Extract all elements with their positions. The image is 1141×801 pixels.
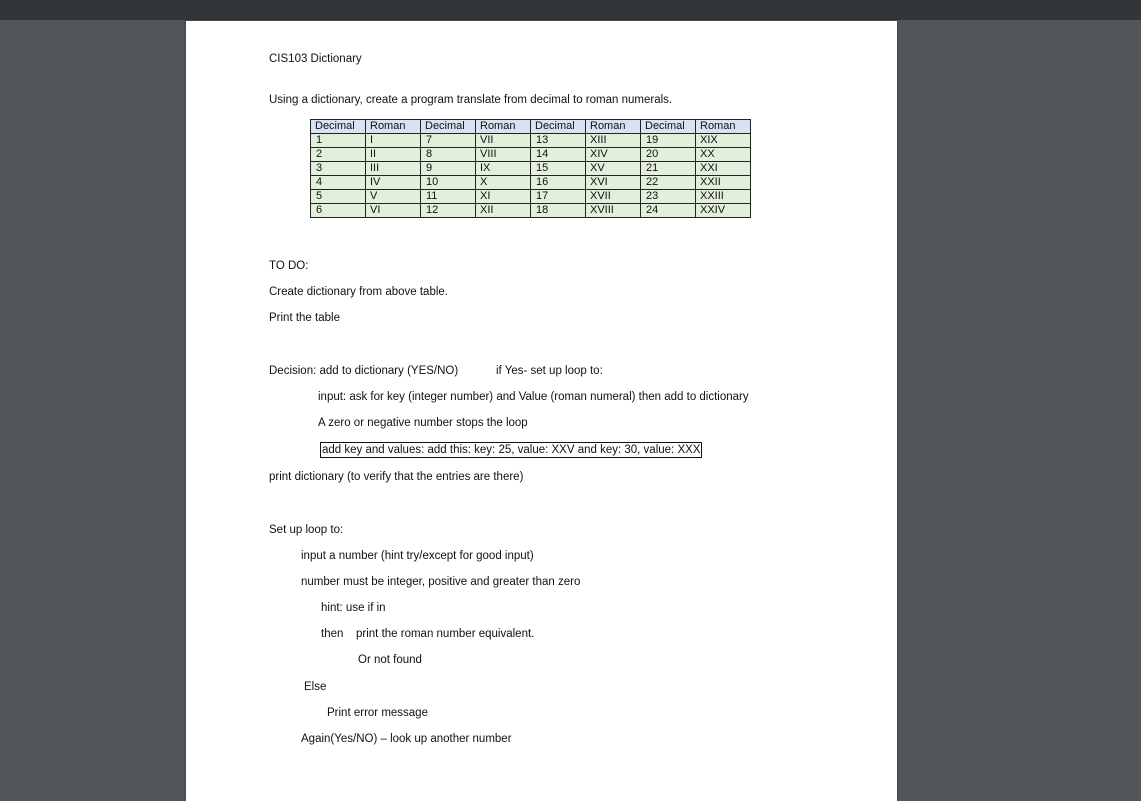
roman-cell: III [366,162,421,176]
decimal-cell: 11 [421,190,476,204]
roman-cell: I [366,134,421,148]
hint-text: hint: use if in [321,602,386,614]
roman-cell: XXIII [696,190,751,204]
decimal-cell: 10 [421,176,476,190]
table-row [311,162,751,176]
roman-cell: XII [476,204,531,218]
roman-cell: XXII [696,176,751,190]
roman-cell: XV [586,162,641,176]
decision-text: Decision: add to dictionary (YES/NO) [269,365,459,377]
decimal-cell: 4 [311,176,366,190]
again-text: Again(Yes/NO) – look up another number [301,733,512,745]
not-found-text: Or not found [358,654,422,666]
roman-cell: XI [476,190,531,204]
decimal-cell: 7 [421,134,476,148]
roman-cell: XVI [586,176,641,190]
decimal-cell: 6 [311,204,366,218]
todo-item-2: Print the table [269,312,340,324]
roman-cell: IX [476,162,531,176]
table-header: Roman [586,120,641,134]
table-row [311,204,751,218]
roman-cell: XIV [586,148,641,162]
if-yes-text: if Yes- set up loop to: [496,365,603,377]
table-row [311,190,751,204]
print-dictionary-text: print dictionary (to verify that the entries are there) [269,471,524,483]
table-header: Roman [476,120,531,134]
roman-cell: XVIII [586,204,641,218]
table-header: Decimal [311,120,366,134]
roman-cell: V [366,190,421,204]
table-row [311,134,751,148]
then-label: then [321,628,344,640]
print-error-text: Print error message [327,707,428,719]
must-be-text: number must be integer, positive and greater than zero [301,576,581,588]
decimal-cell: 13 [531,134,586,148]
decimal-cell: 18 [531,204,586,218]
roman-cell: XIX [696,134,751,148]
roman-cell: XXIV [696,204,751,218]
input-instruction: input: ask for key (integer number) and Value (roman numeral) then add to dictionary [318,391,749,403]
roman-cell: XVII [586,190,641,204]
intro-text: Using a dictionary, create a program translate from decimal to roman numerals. [269,94,673,106]
decimal-cell: 2 [311,148,366,162]
roman-cell: IV [366,176,421,190]
todo-item-1: Create dictionary from above table. [269,286,448,298]
decimal-cell: 21 [641,162,696,176]
roman-cell: X [476,176,531,190]
roman-cell: VII [476,134,531,148]
decimal-cell: 12 [421,204,476,218]
viewer-toolbar [0,0,1141,20]
decimal-cell: 22 [641,176,696,190]
roman-cell: VI [366,204,421,218]
decimal-cell: 20 [641,148,696,162]
decimal-cell: 17 [531,190,586,204]
decimal-cell: 23 [641,190,696,204]
decimal-cell: 9 [421,162,476,176]
todo-heading: TO DO: [269,260,309,272]
table-header-row [311,120,751,134]
table-header: Decimal [641,120,696,134]
setup-loop-heading: Set up loop to: [269,524,344,536]
table-header: Roman [696,120,751,134]
decimal-cell: 16 [531,176,586,190]
decimal-cell: 15 [531,162,586,176]
roman-cell: XIII [586,134,641,148]
doc-title: CIS103 Dictionary [269,53,362,65]
print-roman-text: print the roman number equivalent. [356,628,535,640]
document-page [186,21,897,801]
decimal-cell: 3 [311,162,366,176]
decimal-cell: 14 [531,148,586,162]
roman-cell: VIII [476,148,531,162]
table-header: Roman [366,120,421,134]
decimal-cell: 5 [311,190,366,204]
table-header: Decimal [531,120,586,134]
zero-stop-text: A zero or negative number stops the loop [318,417,528,429]
add-values-box: add key and values: add this: key: 25, value: XXV and key: 30, value: XXX [322,444,701,456]
decimal-cell: 24 [641,204,696,218]
roman-cell: XXI [696,162,751,176]
decimal-cell: 19 [641,134,696,148]
table-row [311,148,751,162]
roman-cell: XX [696,148,751,162]
decimal-cell: 1 [311,134,366,148]
roman-cell: II [366,148,421,162]
table-row [311,176,751,190]
decimal-roman-table [310,119,751,218]
table-header: Decimal [421,120,476,134]
input-number-text: input a number (hint try/except for good input) [301,550,534,562]
decimal-cell: 8 [421,148,476,162]
else-label: Else [304,681,327,693]
